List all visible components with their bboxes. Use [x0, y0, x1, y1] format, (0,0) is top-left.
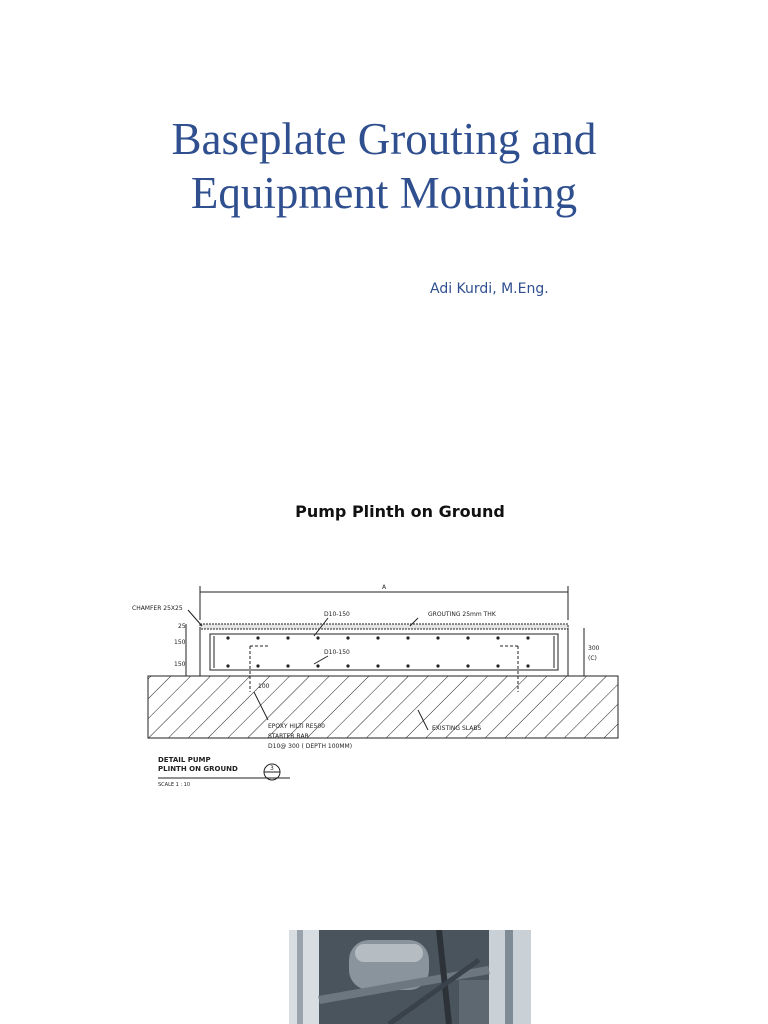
rebar-mid-label: D10-150: [324, 649, 350, 656]
rebar-top-label: D10-150: [324, 611, 350, 618]
detail-scale: SCALE 1 : 10: [158, 782, 191, 788]
dim-left-top: 25: [178, 623, 186, 630]
dim-left-bottom: 150: [174, 661, 186, 668]
dim-right-sub: (C): [588, 655, 597, 662]
industrial-photo-icon: [289, 930, 531, 1024]
title-line-1: Baseplate Grouting and: [171, 114, 597, 164]
title-line-2: Equipment Mounting: [190, 168, 578, 218]
existing-slabs-label: EXISTING SLABS: [432, 725, 482, 732]
dim-right-label: 300: [588, 645, 600, 652]
epoxy-label: EPOXY HILTI RE500: [268, 723, 325, 730]
starter-label: STARTER BAR: [268, 733, 309, 740]
author-name: Adi Kurdi, M.Eng.: [430, 281, 549, 297]
dim-anchor-label: 100: [258, 683, 270, 690]
document-title: [0, 112, 768, 220]
dim-left-mid: 150: [174, 639, 186, 646]
starter-spec-label: D10@ 300 ( DEPTH 100MM): [268, 743, 353, 750]
detail-title-1: DETAIL PUMP: [158, 756, 211, 764]
detail-number: 3: [270, 765, 274, 772]
detail-title-2: PLINTH ON GROUND: [158, 765, 238, 773]
section-heading: Pump Plinth on Ground: [295, 502, 505, 521]
grouting-label: GROUTING 25mm THK: [428, 611, 496, 618]
dim-top-label: A: [382, 584, 387, 591]
chamfer-label: CHAMFER 25X25: [132, 605, 183, 612]
industrial-photo: [289, 930, 531, 1024]
plinth-detail-drawing: [128, 580, 638, 790]
